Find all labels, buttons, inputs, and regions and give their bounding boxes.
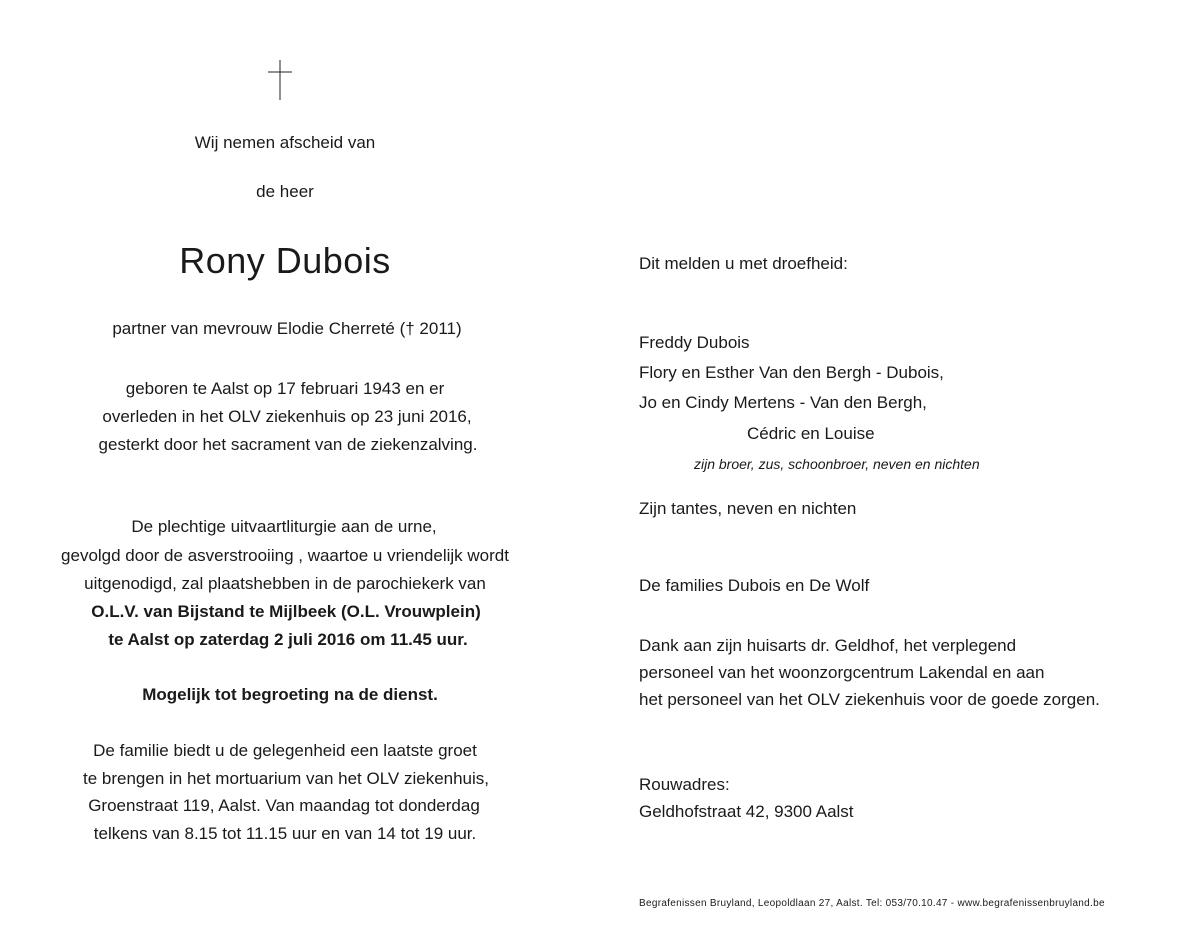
mortuary-line: te brengen in het mortuarium van het OLV ziekenhuis, [82,769,490,788]
ceremony-line: gevolgd door de asverstrooiing , waartoe u vriendelijk wordt [61,546,509,565]
grandchildren-line: Cédric en Louise [747,424,875,443]
ceremony-place-line: te Aalst op zaterdag 2 juli 2016 om 11.45 uur. [108,630,468,649]
mortuary-line: De familie biedt u de gelegenheid een laatste groet [93,741,477,760]
thanks-line: het personeel van het OLV ziekenhuis voor de goede zorgen. [639,690,1100,709]
cross-icon [268,60,292,100]
life-line: overleden in het OLV ziekenhuis op 23 juni 2016, [102,407,472,426]
life-line: geboren te Aalst op 17 februari 1943 en er [125,379,445,398]
thanks-line: Dank aan zijn huisarts dr. Geldhof, het verplegend [639,636,1017,655]
life-line: gesterkt door het sacrament van de ziekenzalving. [98,435,478,454]
ceremony-line: De plechtige uitvaartliturgie aan de urne, [131,517,437,536]
address-label: Rouwadres: [639,775,730,794]
mortuary-line: Groenstraat 119, Aalst. Van maandag tot donderdag [88,796,480,815]
partner-text: partner van mevrouw Elodie Cherreté († 2011) [112,319,462,338]
family-line: Flory en Esther Van den Bergh - Dubois, [639,363,944,382]
ceremony-line: uitgenodigd, zal plaatshebben in de parochiekerk van [84,574,486,593]
footer-text: Begrafenissen Bruyland, Leopoldlaan 27, Aalst. Tel: 053/70.10.47 - www.begrafenissenbruyland.be [639,898,1105,909]
thanks-line: personeel van het woonzorgcentrum Lakendal en aan [639,663,1045,682]
salutation-text: de heer [256,182,314,201]
aunts-text: Zijn tantes, neven en nichten [639,499,857,518]
families-text: De families Dubois en De Wolf [639,576,870,595]
family-line: Freddy Dubois [639,333,750,352]
mortuary-line: telkens van 8.15 tot 11.15 uur en van 14 tot 19 uur. [93,824,477,843]
announce-text: Dit melden u met droefheid: [639,254,848,273]
deceased-name: Rony Dubois [179,240,391,281]
intro-text: Wij nemen afscheid van [194,133,376,152]
family-line: Jo en Cindy Mertens - Van den Bergh, [639,393,927,412]
relation-text: zijn broer, zus, schoonbroer, neven en nichten [694,456,980,472]
address-text: Geldhofstraat 42, 9300 Aalst [639,802,854,821]
ceremony-place-line: O.L.V. van Bijstand te Mijlbeek (O.L. Vrouwplein) [91,602,481,621]
greeting-text: Mogelijk tot begroeting na de dienst. [142,685,438,704]
